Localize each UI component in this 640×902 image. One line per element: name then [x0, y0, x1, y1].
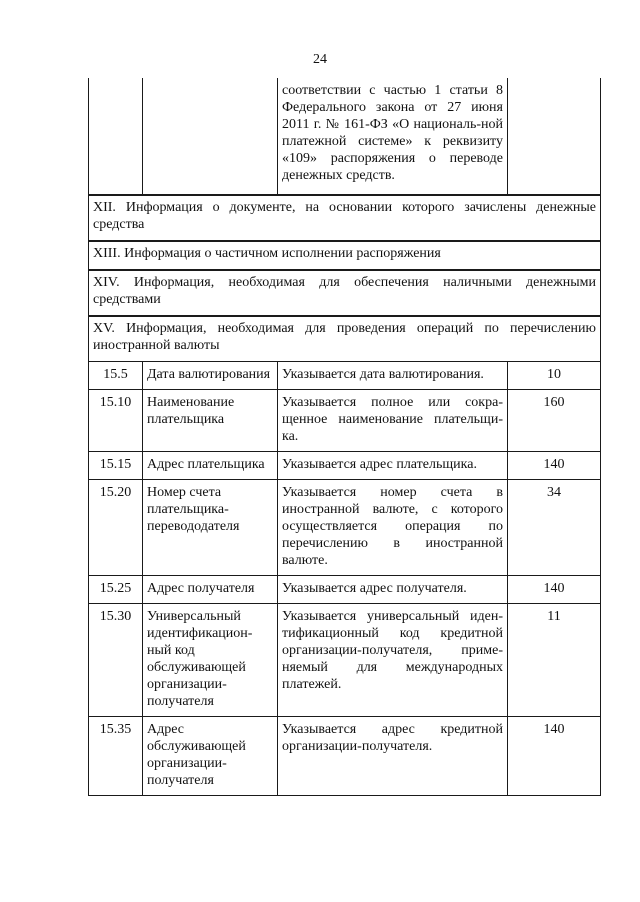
cell-description: Указывается дата валютирования. [278, 362, 508, 390]
section-row-xv [89, 316, 601, 362]
cell-code [89, 78, 143, 195]
cell-description: Указывается адрес плательщика. [278, 452, 508, 480]
cell-code: 15.25 [89, 576, 143, 604]
cell-name: Номер счета плательщика-перевододателя [143, 480, 278, 576]
cell-description: Указывается номер счета в иностранной валюте, с которого осуществляется операция по перечислению в иностранной валюте. [278, 480, 508, 576]
cell-name: Адрес обслуживающей организации-получателя [143, 717, 278, 796]
table-row [89, 452, 601, 480]
cell-length: 140 [508, 717, 601, 796]
cell-name: Адрес плательщика [143, 452, 278, 480]
cell-code: 15.20 [89, 480, 143, 576]
cell-name: Адрес получателя [143, 576, 278, 604]
table-row [89, 717, 601, 796]
cell-length: 11 [508, 604, 601, 717]
cell-length: 34 [508, 480, 601, 576]
table-row [89, 604, 601, 717]
cell-length [508, 78, 601, 195]
section-title: XIII. Информация о частичном исполнении распоряжения [89, 241, 601, 270]
cell-name [143, 78, 278, 195]
cell-length: 140 [508, 576, 601, 604]
cell-name: Дата валютирования [143, 362, 278, 390]
section-title: XIV. Информация, необходимая для обеспечения наличными денежными средствами [89, 270, 601, 316]
table-row [89, 362, 601, 390]
cell-description: соответствии с частью 1 статьи 8 Федерального закона от 27 июня 2011 г. № 161-ФЗ «О националь-ной платежной системе» к реквизиту «109» распоряжения о переводе денежных средств. [278, 78, 508, 195]
section-title: XV. Информация, необходимая для проведения операций по перечислению иностранной валюты [89, 316, 601, 362]
cell-code: 15.30 [89, 604, 143, 717]
cell-description: Указывается адрес получателя. [278, 576, 508, 604]
section-row-xiii [89, 241, 601, 270]
table-row [89, 390, 601, 452]
cell-description: Указывается универсальный иден-тификационный код кредитной организации-получателя, приме-няемый для международных платежей. [278, 604, 508, 717]
cell-length: 10 [508, 362, 601, 390]
cell-code: 15.15 [89, 452, 143, 480]
table-row [89, 576, 601, 604]
cell-code: 15.10 [89, 390, 143, 452]
cell-length: 160 [508, 390, 601, 452]
cell-name: Наименование плательщика [143, 390, 278, 452]
page-number: 24 [313, 52, 327, 67]
cell-description: Указывается полное или сокра-щенное наименование плательщи-ка. [278, 390, 508, 452]
cell-code: 15.35 [89, 717, 143, 796]
cell-length: 140 [508, 452, 601, 480]
section-row-xiv [89, 270, 601, 316]
table-row-continuation [89, 78, 601, 195]
section-row-xii [89, 195, 601, 241]
table-row [89, 480, 601, 576]
cell-code: 15.5 [89, 362, 143, 390]
requisites-table [88, 78, 601, 796]
cell-description: Указывается адрес кредитной организации-получателя. [278, 717, 508, 796]
cell-name: Универсальный идентификацион-ный код обслуживающей организации-получателя [143, 604, 278, 717]
section-title: XII. Информация о документе, на основании которого зачислены денежные средства [89, 195, 601, 241]
